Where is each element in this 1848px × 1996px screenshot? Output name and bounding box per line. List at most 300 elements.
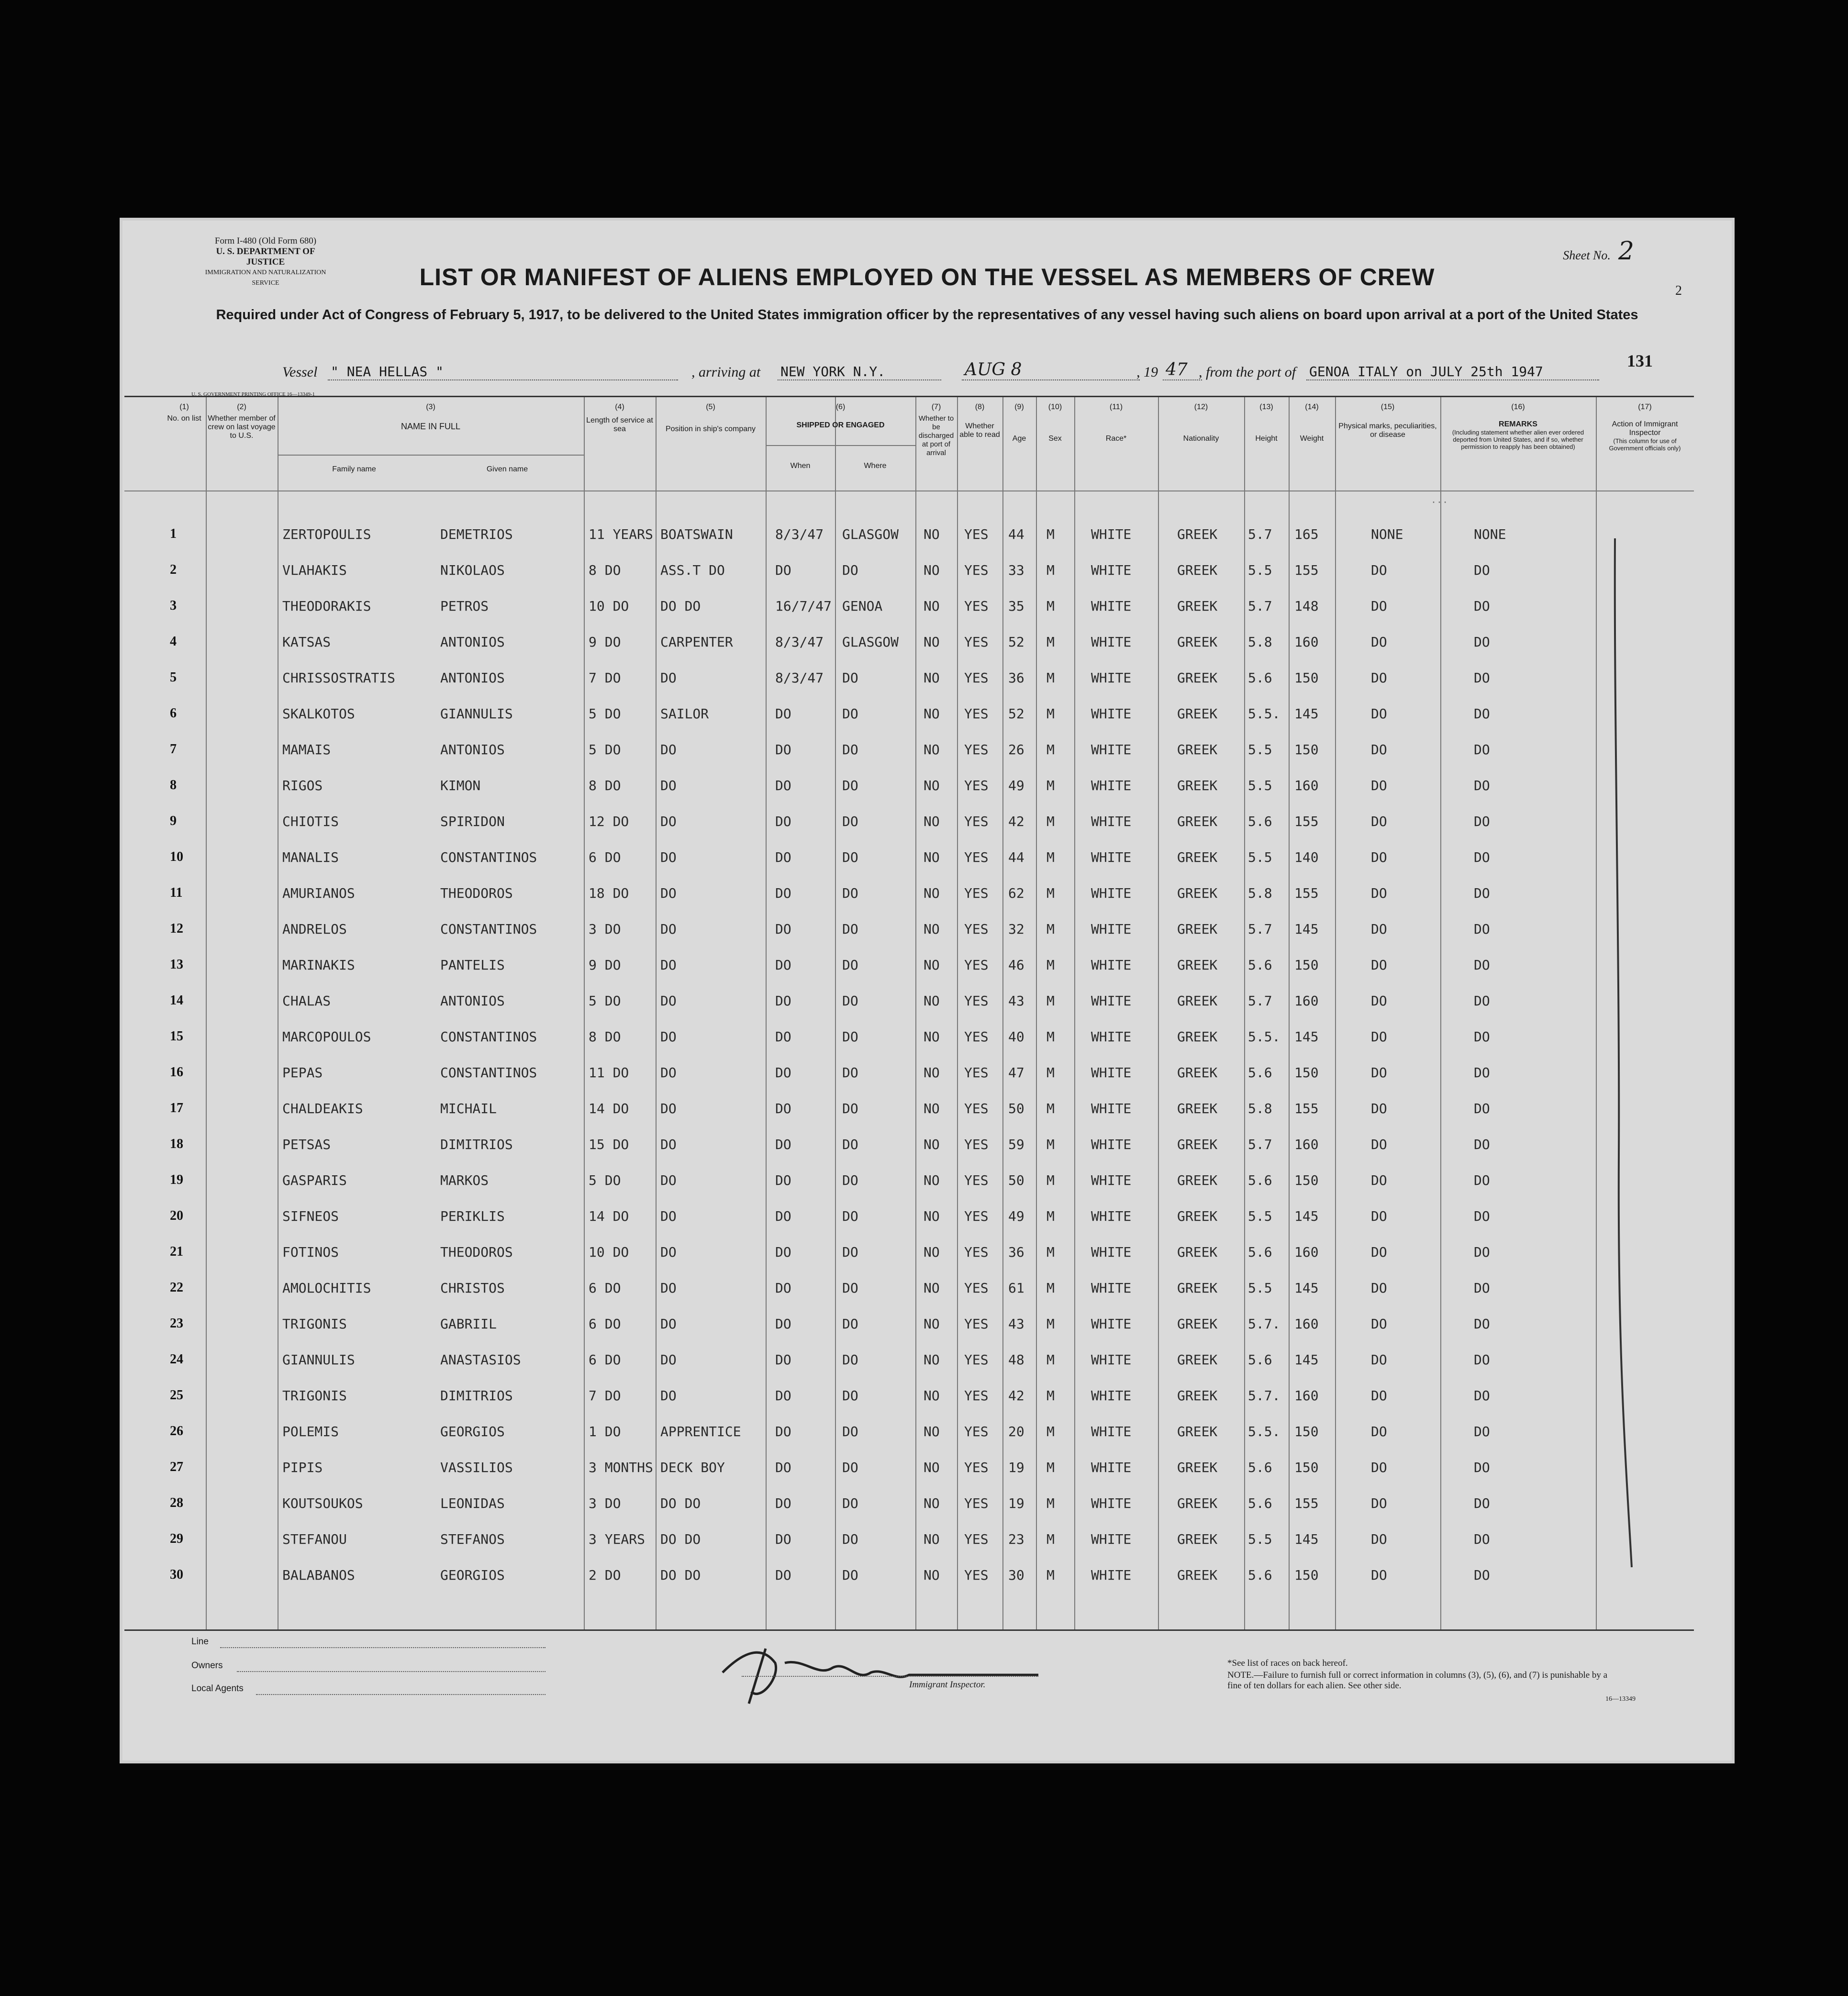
shipped-where-cell: DO: [842, 814, 858, 829]
age-cell: 33: [1008, 562, 1024, 578]
physical-marks-cell: DO: [1371, 1531, 1387, 1547]
weight-cell: 160: [1294, 1137, 1319, 1152]
shipped-where-cell: DO: [842, 921, 858, 937]
length-of-service-cell: 3 DO: [589, 921, 621, 937]
age-cell: 47: [1008, 1065, 1024, 1081]
nationality-cell: GREEK: [1177, 778, 1218, 793]
sex-cell: M: [1046, 526, 1055, 542]
row-number-cell: 16: [170, 1065, 183, 1080]
nationality-cell: GREEK: [1177, 1101, 1218, 1116]
remarks-cell: DO: [1474, 1101, 1490, 1116]
given-name-cell: ANTONIOS: [440, 742, 505, 758]
race-cell: WHITE: [1091, 1029, 1132, 1045]
shipped-when-cell: DO: [775, 742, 791, 758]
remarks-cell: DO: [1474, 1424, 1490, 1439]
height-cell: 5.7: [1248, 921, 1272, 937]
discharged-cell: NO: [924, 921, 940, 937]
family-name-cell: PEPAS: [282, 1065, 323, 1081]
position-cell: APPRENTICE: [660, 1424, 741, 1439]
height-cell: 5.6: [1248, 814, 1272, 829]
discharged-cell: NO: [924, 1101, 940, 1116]
sex-cell: M: [1046, 562, 1055, 578]
able-to-read-cell: YES: [964, 562, 989, 578]
given-name-cell: THEODOROS: [440, 1244, 513, 1260]
length-of-service-cell: 6 DO: [589, 1352, 621, 1368]
given-name-cell: MICHAIL: [440, 1101, 497, 1116]
length-of-service-cell: 18 DO: [589, 885, 629, 901]
weight-cell: 155: [1294, 562, 1319, 578]
nationality-cell: GREEK: [1177, 1567, 1218, 1583]
shipped-when-cell: 16/7/47: [775, 598, 832, 614]
shipped-when-cell: DO: [775, 1172, 791, 1188]
sex-cell: M: [1046, 778, 1055, 793]
given-name-cell: SPIRIDON: [440, 814, 505, 829]
sheet-number: Sheet No. 2: [1563, 237, 1634, 266]
position-cell: DO: [660, 1244, 677, 1260]
given-name-cell: STEFANOS: [440, 1531, 505, 1547]
shipped-when-cell: DO: [775, 1424, 791, 1439]
weight-cell: 145: [1294, 1352, 1319, 1368]
vessel-name: " NEA HELLAS ": [328, 364, 678, 380]
length-of-service-cell: 8 DO: [589, 778, 621, 793]
able-to-read-cell: YES: [964, 1244, 989, 1260]
where-header: Where: [864, 462, 887, 470]
physical-marks-cell: DO: [1371, 1495, 1387, 1511]
height-cell: 5.6: [1248, 1352, 1272, 1368]
sex-cell: M: [1046, 1495, 1055, 1511]
weight-cell: 165: [1294, 526, 1319, 542]
length-of-service-cell: 5 DO: [589, 742, 621, 758]
length-of-service-cell: 11 YEARS: [589, 526, 653, 542]
shipped-where-cell: GLASGOW: [842, 526, 899, 542]
remarks-cell: DO: [1474, 1208, 1490, 1224]
length-of-service-cell: 3 MONTHS: [589, 1460, 653, 1475]
shipped-where-cell: DO: [842, 1101, 858, 1116]
age-cell: 19: [1008, 1460, 1024, 1475]
length-of-service-cell: 7 DO: [589, 670, 621, 686]
form-number: Form I-480 (Old Form 680) U. S. DEPARTMENT OF JUSTICE IMMIGRATION AND NATURALIZATION SERVICE: [205, 236, 326, 287]
shipped-where-cell: DO: [842, 849, 858, 865]
family-name-cell: CHALAS: [282, 993, 331, 1009]
weight-cell: 145: [1294, 921, 1319, 937]
weight-cell: 155: [1294, 814, 1319, 829]
row-number-cell: 19: [170, 1172, 183, 1187]
sex-cell: M: [1046, 1065, 1055, 1081]
physical-marks-cell: DO: [1371, 1029, 1387, 1045]
sex-cell: M: [1046, 1316, 1055, 1332]
length-of-service-cell: 5 DO: [589, 1172, 621, 1188]
family-name-cell: MAMAIS: [282, 742, 331, 758]
sex-cell: M: [1046, 1137, 1055, 1152]
remarks-cell: DO: [1474, 1244, 1490, 1260]
col-16-header: (16) REMARKS (Including statement whether alien ever ordered deported from United States, and if so, whether permission to reapply has been obtained): [1452, 403, 1584, 450]
sex-cell: M: [1046, 1280, 1055, 1296]
family-name-cell: MARINAKIS: [282, 957, 355, 973]
shipped-when-cell: DO: [775, 1280, 791, 1296]
discharged-cell: NO: [924, 993, 940, 1009]
nationality-cell: GREEK: [1177, 921, 1218, 937]
shipped-where-cell: DO: [842, 1495, 858, 1511]
able-to-read-cell: YES: [964, 1352, 989, 1368]
height-cell: 5.8: [1248, 885, 1272, 901]
given-name-cell: GABRIIL: [440, 1316, 497, 1332]
remarks-cell: DO: [1474, 885, 1490, 901]
physical-marks-cell: DO: [1371, 1137, 1387, 1152]
family-name-cell: THEODORAKIS: [282, 598, 371, 614]
row-number-cell: 20: [170, 1208, 183, 1223]
nationality-cell: GREEK: [1177, 670, 1218, 686]
row-number-cell: 17: [170, 1101, 183, 1115]
age-cell: 42: [1008, 1388, 1024, 1404]
race-cell: WHITE: [1091, 1244, 1132, 1260]
row-number-cell: 26: [170, 1424, 183, 1438]
sex-cell: M: [1046, 957, 1055, 973]
weight-cell: 160: [1294, 1388, 1319, 1404]
weight-cell: 155: [1294, 1495, 1319, 1511]
position-cell: DO: [660, 1101, 677, 1116]
col-6-header: (6) SHIPPED OR ENGAGED: [796, 403, 885, 429]
family-name-cell: RIGOS: [282, 778, 323, 793]
physical-marks-cell: DO: [1371, 1208, 1387, 1224]
race-cell: WHITE: [1091, 993, 1132, 1009]
age-cell: 36: [1008, 670, 1024, 686]
position-cell: CARPENTER: [660, 634, 733, 650]
race-cell: WHITE: [1091, 562, 1132, 578]
inspector-signature: [703, 1634, 1058, 1706]
discharged-cell: NO: [924, 957, 940, 973]
sex-cell: M: [1046, 921, 1055, 937]
row-number-cell: 14: [170, 993, 183, 1008]
nationality-cell: GREEK: [1177, 706, 1218, 722]
height-cell: 5.6: [1248, 1567, 1272, 1583]
length-of-service-cell: 10 DO: [589, 598, 629, 614]
height-cell: 5.7: [1248, 1137, 1272, 1152]
height-cell: 5.5: [1248, 742, 1272, 758]
length-of-service-cell: 5 DO: [589, 706, 621, 722]
height-cell: 5.7: [1248, 598, 1272, 614]
remarks-cell: DO: [1474, 1172, 1490, 1188]
shipped-where-cell: DO: [842, 1388, 858, 1404]
given-name-cell: VASSILIOS: [440, 1460, 513, 1475]
shipped-when-cell: DO: [775, 1065, 791, 1081]
given-name-cell: CONSTANTINOS: [440, 849, 537, 865]
height-cell: 5.5.: [1248, 1029, 1280, 1045]
shipped-when-cell: DO: [775, 562, 791, 578]
physical-marks-cell: DO: [1371, 706, 1387, 722]
sex-cell: M: [1046, 1388, 1055, 1404]
shipped-where-cell: GLASGOW: [842, 634, 899, 650]
nationality-cell: GREEK: [1177, 526, 1218, 542]
remarks-cell: DO: [1474, 1352, 1490, 1368]
length-of-service-cell: 6 DO: [589, 1316, 621, 1332]
shipped-where-cell: DO: [842, 562, 858, 578]
weight-cell: 160: [1294, 993, 1319, 1009]
weight-cell: 150: [1294, 742, 1319, 758]
physical-marks-cell: DO: [1371, 1244, 1387, 1260]
height-cell: 5.7: [1248, 526, 1272, 542]
weight-cell: 150: [1294, 1172, 1319, 1188]
family-name-cell: MANALIS: [282, 849, 339, 865]
race-cell: WHITE: [1091, 1280, 1132, 1296]
shipped-where-cell: DO: [842, 1316, 858, 1332]
family-name-cell: MARCOPOULOS: [282, 1029, 371, 1045]
nationality-cell: GREEK: [1177, 1531, 1218, 1547]
row-number-cell: 11: [170, 885, 183, 900]
physical-marks-cell: DO: [1371, 1460, 1387, 1475]
shipped-where-cell: DO: [842, 885, 858, 901]
length-of-service-cell: 15 DO: [589, 1137, 629, 1152]
family-name-cell: AMOLOCHITIS: [282, 1280, 371, 1296]
shipped-where-cell: DO: [842, 993, 858, 1009]
position-cell: DO: [660, 1280, 677, 1296]
col-11-header: (11) Race*: [1105, 403, 1127, 443]
shipped-when-cell: DO: [775, 1531, 791, 1547]
physical-marks-cell: DO: [1371, 1172, 1387, 1188]
given-name-cell: KIMON: [440, 778, 481, 793]
given-name-cell: MARKOS: [440, 1172, 489, 1188]
remarks-cell: DO: [1474, 1065, 1490, 1081]
position-cell: DO: [660, 1065, 677, 1081]
family-name-cell: GIANNULIS: [282, 1352, 355, 1368]
remarks-cell: DO: [1474, 1495, 1490, 1511]
discharged-cell: NO: [924, 742, 940, 758]
age-cell: 42: [1008, 814, 1024, 829]
physical-marks-cell: DO: [1371, 849, 1387, 865]
row-number-cell: 25: [170, 1388, 183, 1403]
weight-cell: 140: [1294, 849, 1319, 865]
able-to-read-cell: YES: [964, 1137, 989, 1152]
discharged-cell: NO: [924, 814, 940, 829]
row-number-cell: 18: [170, 1137, 183, 1151]
nationality-cell: GREEK: [1177, 1244, 1218, 1260]
race-cell: WHITE: [1091, 1172, 1132, 1188]
sex-cell: M: [1046, 670, 1055, 686]
able-to-read-cell: YES: [964, 706, 989, 722]
given-name-cell: GEORGIOS: [440, 1567, 505, 1583]
row-number-cell: 5: [170, 670, 177, 685]
age-cell: 50: [1008, 1101, 1024, 1116]
sex-cell: M: [1046, 1172, 1055, 1188]
sheet-number-value: 2: [1618, 237, 1634, 266]
height-cell: 5.5: [1248, 562, 1272, 578]
weight-cell: 155: [1294, 1101, 1319, 1116]
length-of-service-cell: 12 DO: [589, 814, 629, 829]
row-number-cell: 1: [170, 526, 177, 541]
height-cell: 5.6: [1248, 1065, 1272, 1081]
age-cell: 46: [1008, 957, 1024, 973]
position-cell: DO: [660, 742, 677, 758]
nationality-cell: GREEK: [1177, 634, 1218, 650]
family-name-cell: KATSAS: [282, 634, 331, 650]
sex-cell: M: [1046, 1029, 1055, 1045]
able-to-read-cell: YES: [964, 778, 989, 793]
family-name-cell: CHIOTIS: [282, 814, 339, 829]
sex-cell: M: [1046, 742, 1055, 758]
given-name-cell: DIMITRIOS: [440, 1388, 513, 1404]
discharged-cell: NO: [924, 1065, 940, 1081]
shipped-when-cell: DO: [775, 1029, 791, 1045]
race-cell: WHITE: [1091, 1352, 1132, 1368]
able-to-read-cell: YES: [964, 921, 989, 937]
family-name-cell: POLEMIS: [282, 1424, 339, 1439]
col-14-header: (14) Weight: [1300, 403, 1324, 443]
race-cell: WHITE: [1091, 1495, 1132, 1511]
remarks-cell: DO: [1474, 1137, 1490, 1152]
row-number-cell: 23: [170, 1316, 183, 1331]
age-cell: 30: [1008, 1567, 1024, 1583]
race-cell: WHITE: [1091, 1101, 1132, 1116]
weight-cell: 145: [1294, 1208, 1319, 1224]
physical-marks-cell: DO: [1371, 562, 1387, 578]
position-cell: DO: [660, 849, 677, 865]
discharged-cell: NO: [924, 1172, 940, 1188]
age-cell: 19: [1008, 1495, 1024, 1511]
sex-cell: M: [1046, 1424, 1055, 1439]
remarks-cell: DO: [1474, 1567, 1490, 1583]
position-cell: DO: [660, 885, 677, 901]
physical-marks-cell: DO: [1371, 1352, 1387, 1368]
discharged-cell: NO: [924, 1495, 940, 1511]
given-name-cell: CONSTANTINOS: [440, 1065, 537, 1081]
height-cell: 5.7.: [1248, 1316, 1280, 1332]
given-name-cell: DEMETRIOS: [440, 526, 513, 542]
sex-cell: M: [1046, 993, 1055, 1009]
shipped-where-cell: DO: [842, 957, 858, 973]
position-cell: DO: [660, 1172, 677, 1188]
given-name-cell: PERIKLIS: [440, 1208, 505, 1224]
row-number-cell: 13: [170, 957, 183, 972]
position-cell: SAILOR: [660, 706, 709, 722]
discharged-cell: NO: [924, 1388, 940, 1404]
remarks-cell: DO: [1474, 1460, 1490, 1475]
position-cell: DO: [660, 814, 677, 829]
position-cell: DO DO: [660, 598, 701, 614]
able-to-read-cell: YES: [964, 526, 989, 542]
discharged-cell: NO: [924, 1460, 940, 1475]
race-cell: WHITE: [1091, 1567, 1132, 1583]
physical-marks-cell: DO: [1371, 1101, 1387, 1116]
family-name-cell: SIFNEOS: [282, 1208, 339, 1224]
shipped-where-cell: DO: [842, 1424, 858, 1439]
shipped-where-cell: DO: [842, 1208, 858, 1224]
height-cell: 5.6: [1248, 1460, 1272, 1475]
nationality-cell: GREEK: [1177, 814, 1218, 829]
col-7-header: (7) Whether to be discharged at port of arrival: [918, 403, 954, 457]
age-cell: 35: [1008, 598, 1024, 614]
physical-marks-cell: DO: [1371, 1316, 1387, 1332]
remarks-cell: DO: [1474, 1388, 1490, 1404]
weight-cell: 160: [1294, 634, 1319, 650]
row-number-cell: 15: [170, 1029, 183, 1044]
row-number-cell: 9: [170, 814, 177, 828]
given-name-cell: LEONIDAS: [440, 1495, 505, 1511]
sex-cell: M: [1046, 1567, 1055, 1583]
sex-cell: M: [1046, 598, 1055, 614]
remarks-cell: DO: [1474, 562, 1490, 578]
discharged-cell: NO: [924, 1244, 940, 1260]
arrival-port: NEW YORK N.Y.: [778, 364, 941, 380]
able-to-read-cell: YES: [964, 1388, 989, 1404]
shipped-when-cell: DO: [775, 1244, 791, 1260]
length-of-service-cell: 8 DO: [589, 1029, 621, 1045]
length-of-service-cell: 7 DO: [589, 1388, 621, 1404]
length-of-service-cell: 10 DO: [589, 1244, 629, 1260]
race-cell: WHITE: [1091, 1208, 1132, 1224]
row-number-cell: 29: [170, 1531, 183, 1546]
length-of-service-cell: 9 DO: [589, 634, 621, 650]
height-cell: 5.5: [1248, 1208, 1272, 1224]
length-of-service-cell: 8 DO: [589, 562, 621, 578]
given-name-cell: CONSTANTINOS: [440, 921, 537, 937]
weight-cell: 145: [1294, 1029, 1319, 1045]
weight-cell: 145: [1294, 1531, 1319, 1547]
corner-mark: 2: [1675, 283, 1682, 298]
shipped-when-cell: 8/3/47: [775, 634, 824, 650]
age-cell: 49: [1008, 1208, 1024, 1224]
shipped-when-cell: DO: [775, 778, 791, 793]
row-number-cell: 27: [170, 1460, 183, 1474]
sex-cell: M: [1046, 1244, 1055, 1260]
nationality-cell: GREEK: [1177, 1495, 1218, 1511]
discharged-cell: NO: [924, 562, 940, 578]
height-cell: 5.5: [1248, 849, 1272, 865]
shipped-where-cell: DO: [842, 1352, 858, 1368]
physical-marks-cell: DO: [1371, 1424, 1387, 1439]
physical-marks-cell: NONE: [1371, 526, 1403, 542]
position-cell: DO: [660, 670, 677, 686]
given-name-cell: PETROS: [440, 598, 489, 614]
shipped-when-cell: DO: [775, 1460, 791, 1475]
position-cell: DO: [660, 1208, 677, 1224]
height-cell: 5.5: [1248, 1280, 1272, 1296]
height-cell: 5.6: [1248, 957, 1272, 973]
weight-cell: 150: [1294, 1065, 1319, 1081]
col-2-header: (2) Whether member of crew on last voyage to U.S.: [208, 403, 276, 440]
age-cell: 36: [1008, 1244, 1024, 1260]
page-title: LIST OR MANIFEST OF ALIENS EMPLOYED ON THE VESSEL AS MEMBERS OF CREW: [419, 264, 1435, 290]
weight-cell: 150: [1294, 670, 1319, 686]
age-cell: 32: [1008, 921, 1024, 937]
able-to-read-cell: YES: [964, 1316, 989, 1332]
weight-cell: 145: [1294, 1280, 1319, 1296]
physical-marks-cell: DO: [1371, 885, 1387, 901]
shipped-where-cell: DO: [842, 1065, 858, 1081]
able-to-read-cell: YES: [964, 1029, 989, 1045]
height-cell: 5.6: [1248, 1172, 1272, 1188]
shipped-when-cell: DO: [775, 1316, 791, 1332]
remarks-cell: DO: [1474, 1316, 1490, 1332]
nationality-cell: GREEK: [1177, 1172, 1218, 1188]
given-name-cell: ANTONIOS: [440, 993, 505, 1009]
able-to-read-cell: YES: [964, 634, 989, 650]
nationality-cell: GREEK: [1177, 957, 1218, 973]
family-name-cell: PIPIS: [282, 1460, 323, 1475]
height-cell: 5.6: [1248, 670, 1272, 686]
race-cell: WHITE: [1091, 1424, 1132, 1439]
nationality-cell: GREEK: [1177, 1316, 1218, 1332]
row-number-cell: 6: [170, 706, 177, 721]
col-8-header: (8) Whether able to read: [959, 403, 1000, 439]
height-cell: 5.8: [1248, 1101, 1272, 1116]
remarks-cell: DO: [1474, 1029, 1490, 1045]
race-cell: WHITE: [1091, 1316, 1132, 1332]
remarks-cell: DO: [1474, 993, 1490, 1009]
row-number-cell: 30: [170, 1567, 183, 1582]
race-cell: WHITE: [1091, 1065, 1132, 1081]
given-name-cell: CONSTANTINOS: [440, 1029, 537, 1045]
given-name-cell: GIANNULIS: [440, 706, 513, 722]
age-cell: 23: [1008, 1531, 1024, 1547]
